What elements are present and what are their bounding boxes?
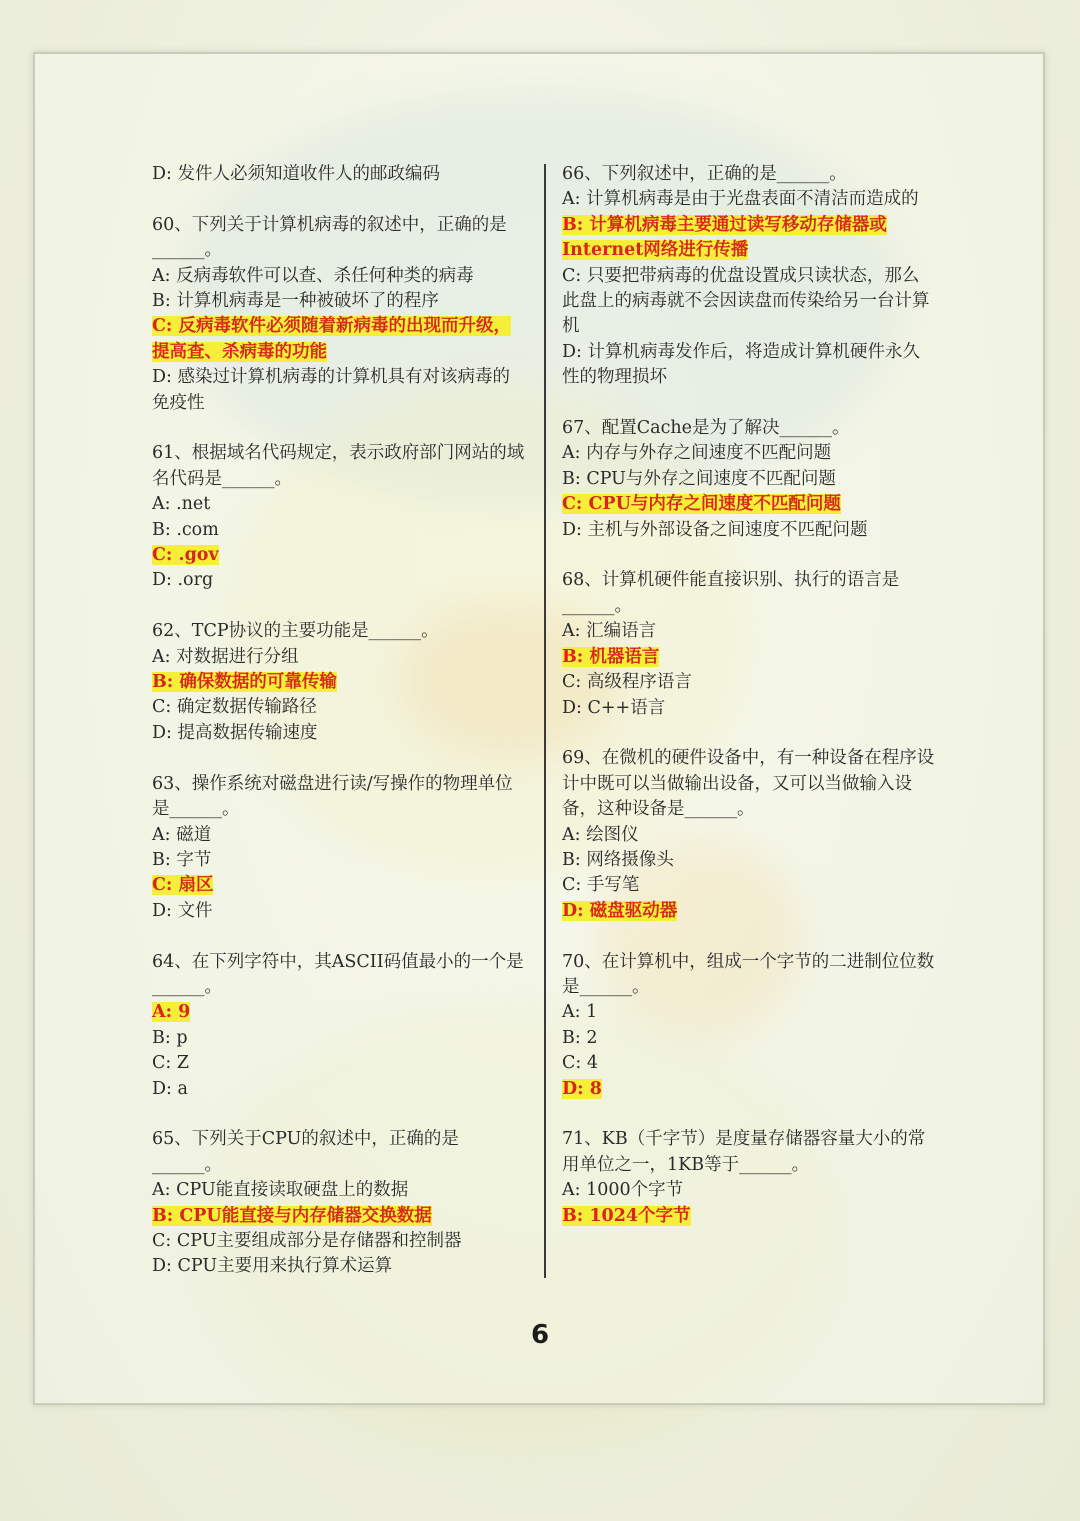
text-line	[152, 823, 526, 848]
answer-highlight: B: 1024个字节	[562, 1205, 691, 1226]
option-text: B: 计算机病毒是一种被破坏了的程序	[152, 291, 439, 312]
option-text: B: 网络摄像头	[562, 849, 674, 870]
text-line	[152, 1127, 526, 1152]
option-text: D: C++语言	[562, 697, 666, 718]
option-text: ______。	[562, 595, 632, 616]
text-line	[152, 619, 526, 644]
option-text: A: 内存与外存之间速度不匹配问题	[562, 443, 832, 464]
text-line	[562, 950, 936, 1001]
question-block	[152, 1127, 526, 1279]
text-line	[152, 365, 526, 416]
option-text: C: 确定数据传输路径	[152, 697, 317, 718]
answer-highlight: B: 确保数据的可靠传输	[152, 672, 337, 693]
option-text: D: 计算机病毒发作后，将造成计算机硬件永久性的物理损坏	[562, 341, 920, 388]
right-column	[562, 162, 936, 1254]
text-line	[562, 187, 936, 212]
option-text: C: 手写笔	[562, 875, 640, 896]
text-line	[562, 568, 936, 593]
text-line	[562, 441, 936, 466]
text-line	[562, 1077, 936, 1102]
option-text: C: 4	[562, 1053, 598, 1074]
option-text: D: 主机与外部设备之间速度不匹配问题	[562, 519, 868, 540]
text-line	[562, 1051, 936, 1076]
text-line	[152, 1254, 526, 1279]
text-line	[562, 1178, 936, 1203]
text-line	[562, 467, 936, 492]
text-line	[152, 162, 526, 187]
option-text: C: Z	[152, 1053, 190, 1074]
option-text: A: CPU能直接读取硬盘上的数据	[152, 1180, 409, 1201]
answer-highlight: C: 反病毒软件必须随着新病毒的出现而升级，提高查、杀病毒的功能	[152, 316, 511, 362]
option-text: B: .com	[152, 519, 219, 540]
column-divider	[544, 164, 546, 1278]
text-line	[562, 594, 936, 619]
text-line	[562, 848, 936, 873]
text-line	[562, 746, 936, 822]
answer-highlight: A: 9	[152, 1002, 191, 1023]
option-text: C: 高级程序语言	[562, 672, 692, 693]
answer-highlight: B: 计算机病毒主要通过读写移动存储器或Internet网络进行传播	[562, 214, 887, 261]
text-line	[562, 213, 936, 264]
text-line	[562, 1000, 936, 1025]
question-text: 70、在计算机中，组成一个字节的二进制位位数是______。	[562, 951, 935, 997]
text-line	[562, 1204, 936, 1229]
option-text: C: 只要把带病毒的优盘设置成只读状态，那么此盘上的病毒就不会因读盘而传染给另一台计算机	[562, 265, 930, 337]
text-line	[152, 670, 526, 695]
option-text: ______。	[152, 1154, 222, 1175]
text-line	[562, 899, 936, 924]
text-line	[152, 1051, 526, 1076]
page-number: 6	[530, 1320, 550, 1350]
option-text: D: 感染过计算机病毒的计算机具有对该病毒的免疫性	[152, 367, 510, 413]
text-line	[562, 823, 936, 848]
text-line	[152, 848, 526, 873]
question-block	[562, 746, 936, 924]
text-line	[152, 1026, 526, 1051]
text-line	[562, 873, 936, 898]
text-line	[562, 162, 936, 187]
question-text: 65、下列关于CPU的叙述中，正确的是	[152, 1129, 459, 1150]
option-text: A: 反病毒软件可以查、杀任何种类的病毒	[152, 265, 474, 286]
question-block	[562, 568, 936, 720]
text-line	[152, 568, 526, 593]
option-text: D: 文件	[152, 900, 213, 921]
option-text: B: p	[152, 1027, 188, 1048]
text-line	[152, 492, 526, 517]
text-line	[152, 1178, 526, 1203]
option-text: A: 磁道	[152, 824, 212, 845]
option-text: A: 1000个字节	[562, 1180, 684, 1201]
question-block	[562, 162, 936, 391]
answer-highlight: C: .gov	[152, 545, 219, 566]
question-text: 67、配置Cache是为了解决______。	[562, 418, 850, 439]
option-text: B: 字节	[152, 849, 212, 870]
question-block	[152, 441, 526, 593]
text-line	[152, 264, 526, 289]
text-line	[152, 645, 526, 670]
text-line	[152, 873, 526, 898]
text-line	[152, 441, 526, 492]
text-line	[562, 1127, 936, 1178]
answer-highlight: D: 8	[562, 1078, 602, 1099]
question-block	[152, 619, 526, 746]
text-line	[562, 696, 936, 721]
option-text: D: CPU主要用来执行算术运算	[152, 1256, 393, 1277]
option-text: D: .org	[152, 570, 214, 591]
text-line	[152, 1000, 526, 1025]
question-text: 66、下列叙述中，正确的是______。	[562, 164, 847, 184]
option-text: A: 对数据进行分组	[152, 646, 299, 667]
text-line	[152, 772, 526, 823]
question-block	[562, 416, 936, 543]
question-text: 64、在下列字符中，其ASCII码值最小的一个是______。	[152, 951, 524, 997]
option-text: A: 汇编语言	[562, 621, 657, 642]
answer-highlight: D: 磁盘驱动器	[562, 900, 678, 921]
question-text: 71、KB（千字节）是度量存储器容量大小的常用单位之一，1KB等于______。	[562, 1129, 926, 1175]
question-text: 60、下列关于计算机病毒的叙述中，正确的是______。	[152, 214, 507, 261]
text-line	[562, 416, 936, 441]
question-block	[152, 772, 526, 924]
text-line	[152, 721, 526, 746]
answer-highlight: B: 机器语言	[562, 646, 660, 667]
answer-highlight: B: CPU能直接与内存储器交换数据	[152, 1205, 432, 1226]
question-text: 68、计算机硬件能直接识别、执行的语言是	[562, 570, 900, 591]
option-text: D: a	[152, 1078, 188, 1099]
text-line	[562, 1026, 936, 1051]
option-text: A: 1	[562, 1002, 598, 1023]
option-text: B: CPU与外存之间速度不匹配问题	[562, 468, 836, 489]
question-text: 62、TCP协议的主要功能是______。	[152, 621, 439, 642]
question-text: D: 发件人必须知道收件人的邮政编码	[152, 164, 440, 184]
question-text: 69、在微机的硬件设备中，有一种设备在程序设计中既可以当做输出设备，又可以当做输入设备，这种设备是______。	[562, 748, 935, 820]
text-line	[152, 695, 526, 720]
text-line	[152, 518, 526, 543]
text-line	[562, 670, 936, 695]
text-line	[562, 645, 936, 670]
question-block	[152, 162, 526, 187]
text-line	[152, 899, 526, 924]
text-line	[562, 619, 936, 644]
text-line	[152, 950, 526, 1001]
question-text: 63、操作系统对磁盘进行读/写操作的物理单位是______。	[152, 773, 513, 820]
text-line	[152, 1153, 526, 1178]
option-text: C: CPU主要组成部分是存储器和控制器	[152, 1230, 462, 1251]
question-block	[152, 950, 526, 1102]
answer-highlight: C: 扇区	[152, 875, 214, 896]
question-block	[562, 950, 936, 1102]
text-line	[562, 518, 936, 543]
option-text: D: 提高数据传输速度	[152, 722, 318, 743]
text-line	[152, 543, 526, 568]
text-line	[152, 1077, 526, 1102]
option-text: B: 2	[562, 1027, 598, 1048]
option-text: A: 计算机病毒是由于光盘表面不清洁而造成的	[562, 189, 919, 210]
question-text: 61、根据域名代码规定，表示政府部门网站的域名代码是______。	[152, 443, 525, 489]
text-line	[562, 264, 936, 340]
text-line	[152, 314, 526, 365]
answer-highlight: C: CPU与内存之间速度不匹配问题	[562, 494, 841, 515]
option-text: A: 绘图仪	[562, 824, 639, 845]
option-text: A: .net	[152, 494, 211, 515]
text-line	[152, 1204, 526, 1229]
question-block	[152, 213, 526, 416]
text-line	[152, 1229, 526, 1254]
text-line	[152, 289, 526, 314]
question-block	[562, 1127, 936, 1229]
text-line	[562, 340, 936, 391]
text-line	[152, 213, 526, 264]
text-line	[562, 492, 936, 517]
left-column	[152, 162, 526, 1305]
